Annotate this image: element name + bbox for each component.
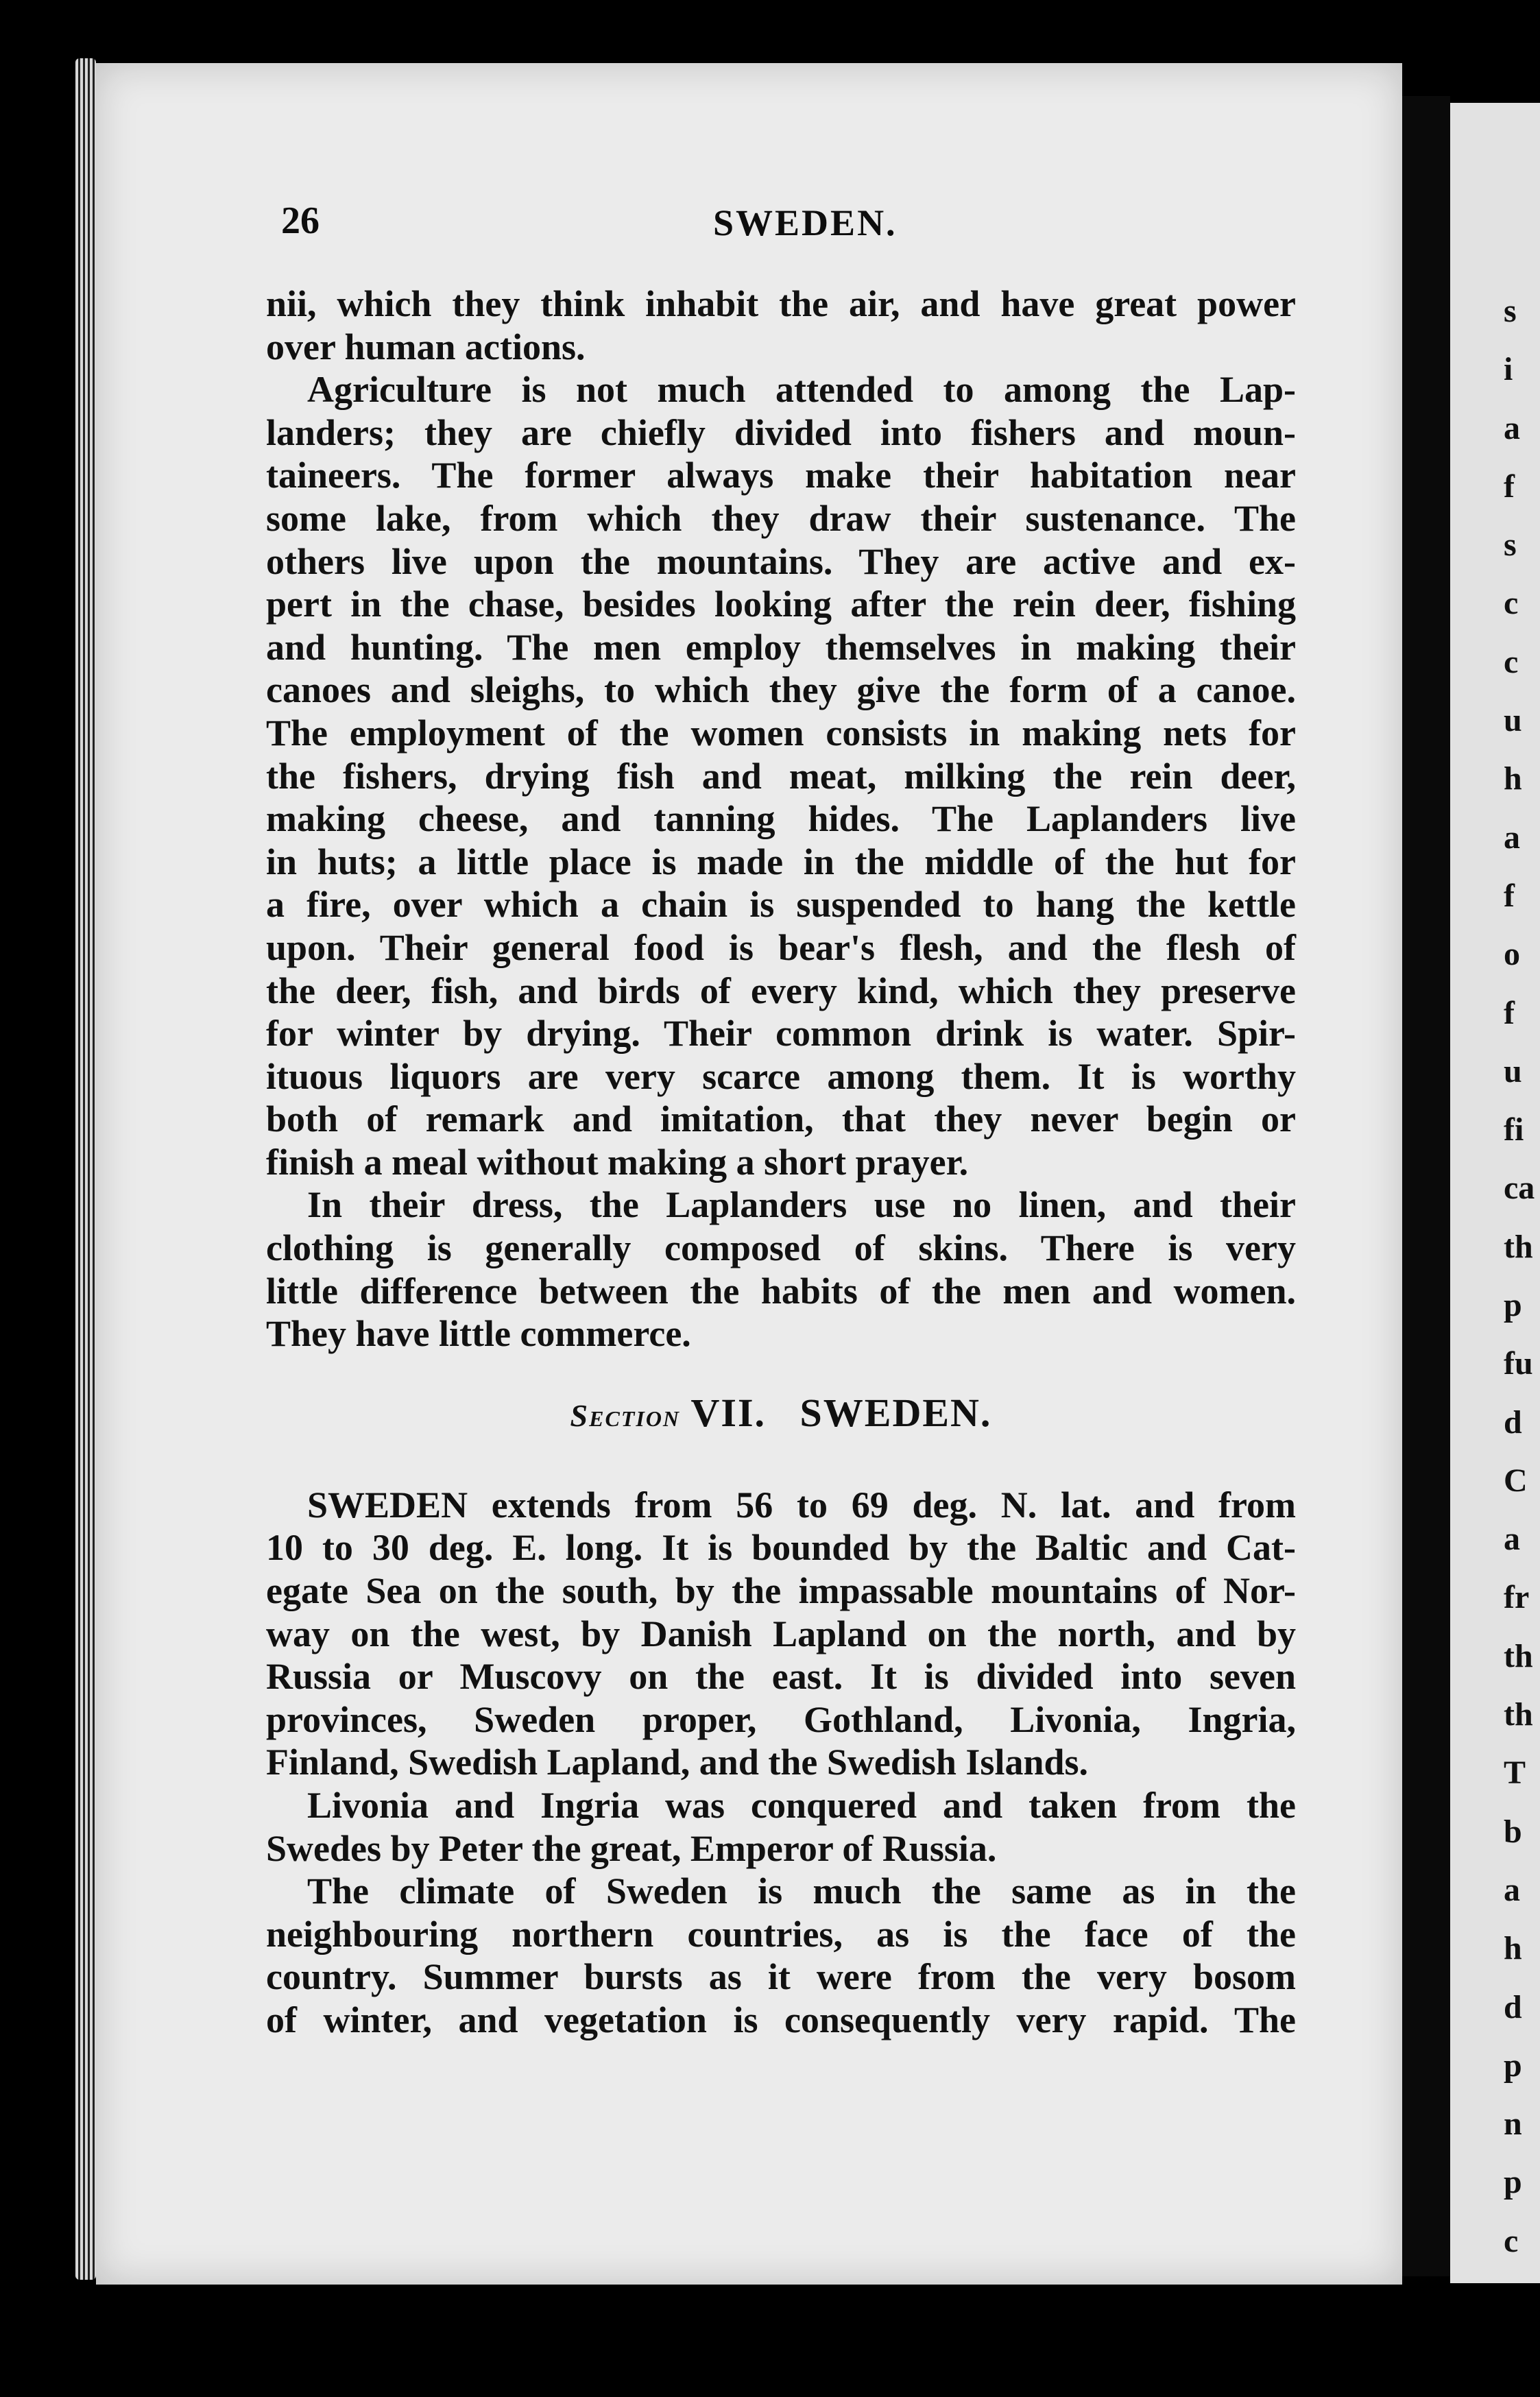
facing-page-fragment: u <box>1504 702 1522 739</box>
facing-page <box>1450 103 1540 2283</box>
facing-page-fragment: h <box>1504 760 1522 797</box>
text-line: The climate of Sweden is much the same as in the <box>307 1870 1296 1912</box>
facing-page-fragment: th <box>1504 1696 1533 1733</box>
facing-page-fragment: s <box>1504 527 1517 564</box>
text-line: pert in the chase, besides looking after the rein deer, fishing <box>266 583 1296 625</box>
paragraph <box>266 368 1296 1183</box>
section-label: Section <box>570 1397 681 1433</box>
page-number: 26 <box>281 200 320 242</box>
text-line: clothing is generally composed of skins. There is very <box>266 1227 1296 1269</box>
facing-page-fragment: p <box>1504 1287 1522 1323</box>
text-line: over human actions. <box>266 326 586 368</box>
facing-page-fragment: d <box>1504 1988 1522 2025</box>
facing-page-fragment: f <box>1504 468 1515 505</box>
text-line: ituous liquors are very scarce among them. It is worthy <box>266 1055 1296 1097</box>
text-line: others live upon the mountains. They are active and ex- <box>266 540 1296 582</box>
facing-page-fragment: s <box>1504 293 1517 329</box>
text-line: upon. Their general food is bear's flesh, and the flesh of <box>266 926 1296 968</box>
paragraph <box>266 1784 1296 1870</box>
text-line: of winter, and vegetation is consequently very rapid. The <box>266 1999 1296 2040</box>
facing-page-fragment: a <box>1504 409 1520 446</box>
facing-page-fragment: n <box>1504 2106 1522 2143</box>
facing-page-fragment: th <box>1504 1228 1533 1265</box>
facing-page-fragment: h <box>1504 1930 1522 1967</box>
facing-page-fragment: d <box>1504 1404 1522 1441</box>
facing-page-fragment: C <box>1504 1462 1528 1499</box>
facing-page-fragment: c <box>1504 643 1519 680</box>
text-line: both of remark and imitation, that they never begin or <box>266 1098 1296 1140</box>
section-heading <box>266 1390 1296 1436</box>
text-line: the deer, fish, and birds of every kind, which they preserve <box>266 969 1296 1011</box>
paragraph <box>266 1870 1296 2041</box>
facing-page-fragment: p <box>1504 2164 1522 2201</box>
section-title: SWEDEN. <box>799 1390 992 1435</box>
paragraph <box>266 282 1296 368</box>
running-title: SWEDEN. <box>713 202 898 243</box>
facing-page-fragment: c <box>1504 2222 1519 2259</box>
text-line: and hunting. The men employ themselves in making their <box>266 626 1296 668</box>
paragraph <box>266 1484 1296 1784</box>
facing-page-fragment: a <box>1504 819 1520 856</box>
text-line: a fire, over which a chain is suspended to hang the kettle <box>266 884 1296 926</box>
facing-page-fragment: i <box>1504 351 1513 388</box>
text-line: for winter by drying. Their common drink is water. Spir- <box>266 1013 1296 1055</box>
text-line: They have little commerce. <box>266 1313 691 1355</box>
text-line: in huts; a little place is made in the middle of the hut for <box>266 841 1296 882</box>
text-line: In their dress, the Laplanders use no linen, and their <box>307 1184 1296 1226</box>
facing-page-fragment: f <box>1504 877 1515 914</box>
facing-page-fragment: T <box>1504 1755 1526 1792</box>
text-line: some lake, from which they draw their sustenance. The <box>266 497 1296 539</box>
text-line: landers; they are chiefly divided into fishers and moun- <box>266 411 1296 453</box>
page-edges <box>75 58 96 2280</box>
facing-page-fragment: c <box>1504 585 1519 622</box>
text-line: the fishers, drying fish and meat, milking the rein deer, <box>266 755 1296 797</box>
text-line: country. Summer bursts as it were from the very bosom <box>266 1956 1296 1998</box>
text-line: provinces, Sweden proper, Gothland, Livonia, Ingria, <box>266 1698 1296 1740</box>
page-body <box>266 282 1296 2042</box>
page-header <box>281 199 1303 254</box>
text-line: finish a meal without making a short prayer. <box>266 1141 969 1183</box>
facing-page-fragment: b <box>1504 1813 1522 1850</box>
text-line: way on the west, by Danish Lapland on the north, and by <box>266 1613 1296 1654</box>
facing-page-fragment: fr <box>1504 1579 1530 1616</box>
facing-page-fragment: a <box>1504 1521 1520 1558</box>
text-line: The employment of the women consists in making nets for <box>266 712 1296 754</box>
text-line: canoes and sleighs, to which they give the form of a canoe. <box>266 669 1296 711</box>
text-line: taineers. The former always make their habitation near <box>266 455 1296 496</box>
section-number: VII. <box>690 1390 767 1435</box>
text-line: nii, which they think inhabit the air, and have great power <box>266 283 1296 324</box>
facing-page-fragment: o <box>1504 936 1520 973</box>
facing-page-fragment: th <box>1504 1637 1533 1674</box>
text-line: 10 to 30 deg. E. long. It is bounded by the Baltic and Cat- <box>266 1527 1296 1569</box>
book-gutter <box>1402 96 1450 2276</box>
text-line: SWEDEN extends from 56 to 69 deg. N. lat. and from <box>307 1484 1296 1526</box>
facing-page-fragment: p <box>1504 2047 1522 2084</box>
facing-page-fragment: fi <box>1504 1111 1524 1148</box>
facing-page-fragment: ca <box>1504 1170 1535 1207</box>
text-line: little difference between the habits of the men and women. <box>266 1270 1296 1312</box>
facing-page-fragment: f <box>1504 994 1515 1031</box>
text-line: Russia or Muscovy on the east. It is divided into seven <box>266 1656 1296 1698</box>
text-line: Finland, Swedish Lapland, and the Swedish Islands. <box>266 1742 1089 1783</box>
paragraph <box>266 1183 1296 1355</box>
text-line: Swedes by Peter the great, Emperor of Russia. <box>266 1827 997 1869</box>
text-line: making cheese, and tanning hides. The Laplanders live <box>266 798 1296 840</box>
facing-page-fragment: a <box>1504 1871 1520 1908</box>
facing-page-fragment: fu <box>1504 1345 1533 1382</box>
text-line: Agriculture is not much attended to among the Lap- <box>307 369 1296 411</box>
text-line: neighbouring northern countries, as is the face of the <box>266 1913 1296 1955</box>
text-line: Livonia and Ingria was conquered and taken from the <box>307 1785 1296 1826</box>
text-line: egate Sea on the south, by the impassable mountains of Nor- <box>266 1570 1296 1612</box>
facing-page-fragment: u <box>1504 1052 1522 1089</box>
